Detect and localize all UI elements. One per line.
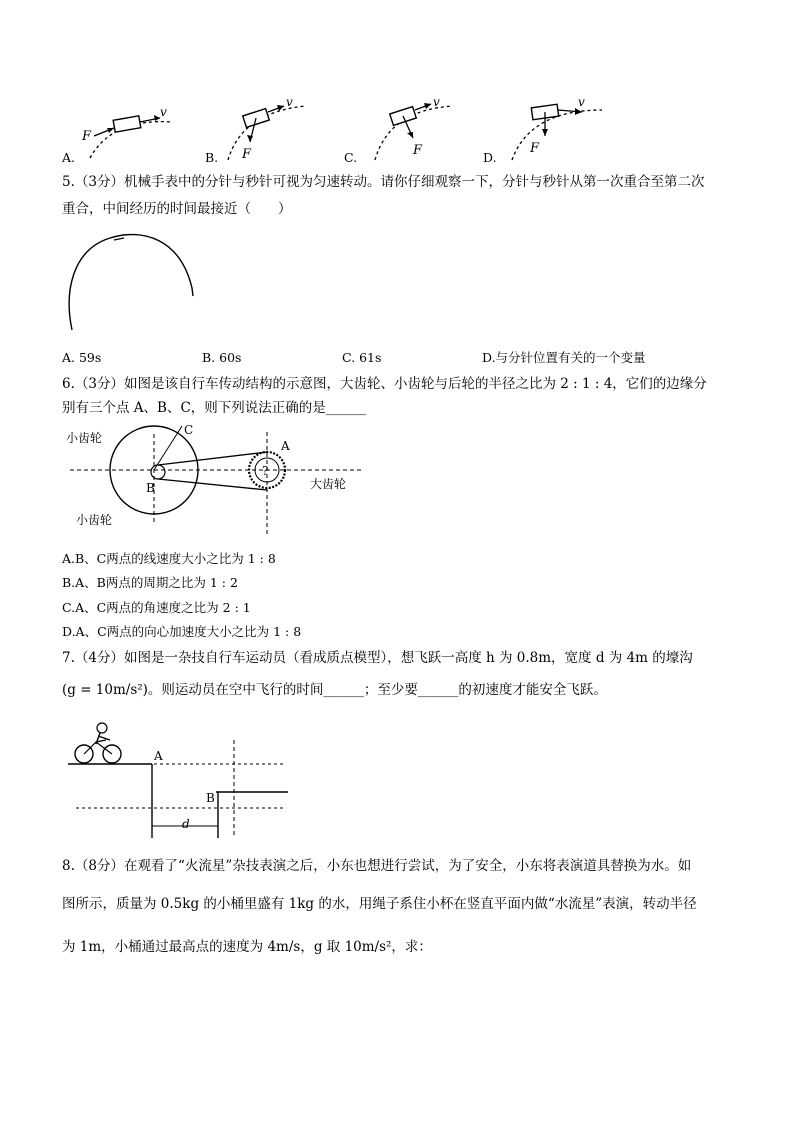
q4c-velocity-label: v xyxy=(433,95,440,109)
q5-stem-line1: 5.（3分）机械手表中的分针与秒针可视为匀速转动。请你仔细观察一下，分针与秒针从第一次重合至第二次 xyxy=(62,174,705,190)
q6-point-b-label: B xyxy=(146,481,155,495)
q7-stem-line1: 7.（4分）如图是一杂技自行车运动员（看成质点模型），想飞跃一高度 h 为 0.8m，宽度 d 为 4m 的壕沟 xyxy=(62,650,693,666)
q4-option-b: B. xyxy=(205,150,219,165)
q5-clock-arc-figure xyxy=(62,228,202,332)
q4c-force-label: F xyxy=(413,143,423,158)
q7-stem-line2: (g = 10m/s²)。则运动员在空中飞行的时间______；至少要______的初速度才能安全飞跃。 xyxy=(62,682,607,698)
q4d-force-label: F xyxy=(530,141,540,156)
q6-stem-line1: 6.（3分）如图是该自行车传动结构的示意图，大齿轮、小齿轮与后轮的半径之比为 2 : 1 : 4，它们的边缘分 xyxy=(62,376,707,392)
q6-big-gear-label: 大齿轮 xyxy=(310,477,347,491)
q4-figure-d xyxy=(500,92,620,164)
q6-point-c-label: C xyxy=(184,423,194,437)
q6-point-a-label: A xyxy=(281,439,290,453)
q8-stem-line3: 为 1m，小桶通过最高点的速度为 4m/s，g 取 10m/s²，求： xyxy=(62,939,432,955)
q5-option-a: A. 59s xyxy=(62,350,102,365)
q6-small-gear-label-bottom: 小齿轮 xyxy=(76,513,113,527)
q4-figure-b xyxy=(210,92,330,164)
q8-stem-line1: 8.（8分）在观看了“火流星”杂技表演之后，小东也想进行尝试，为了安全，小东将表演道具替换为水。如 xyxy=(62,858,692,874)
q7-point-a-label: A xyxy=(154,749,163,763)
q5-option-b: B. 60s xyxy=(202,350,242,365)
q4-option-d: D. xyxy=(483,150,497,165)
q6-option-c: C.A、C两点的角速度之比为 2 : 1 xyxy=(62,600,251,615)
q7-point-b-label: B xyxy=(206,791,215,805)
q4-figure-a xyxy=(62,92,192,164)
q5-option-d: D.与分针位置有关的一个变量 xyxy=(482,350,646,365)
q6-stem-line2: 别有三个点 A、B、C，则下列说法正确的是______ xyxy=(62,400,367,416)
q4b-velocity-label: v xyxy=(286,95,293,109)
q6-option-d: D.A、C两点的向心加速度大小之比为 1 : 8 xyxy=(62,624,302,639)
q5-option-c: C. 61s xyxy=(342,350,382,365)
q6-option-a: A.B、C两点的线速度大小之比为 1 : 8 xyxy=(62,551,276,566)
q7-width-label: d xyxy=(182,817,190,831)
q6-small-gear-label-top: 小齿轮 xyxy=(66,431,103,445)
q6-option-b: B.A、B两点的周期之比为 1 : 2 xyxy=(62,575,238,590)
q8-stem-line2: 图所示，质量为 0.5kg 的小桶里盛有 1kg 的水，用绳子系住小杯在竖直平面内做“水流星”表演，转动半径 xyxy=(62,896,697,912)
svg-text:?: ? xyxy=(262,464,269,478)
q4-option-c: C. xyxy=(344,150,358,165)
q6-bicycle-transmission-figure xyxy=(62,422,372,540)
q4b-force-label: F xyxy=(242,147,252,162)
q4a-velocity-label: v xyxy=(160,105,167,119)
q7-ditch-figure xyxy=(66,718,292,842)
q4a-force-label: F xyxy=(82,129,92,144)
q4d-velocity-label: v xyxy=(578,95,585,109)
q4-option-a: A. xyxy=(62,150,76,165)
q4-figure-c xyxy=(355,92,475,164)
q5-stem-line2: 重合，中间经历的时间最接近（ ） xyxy=(62,201,292,217)
